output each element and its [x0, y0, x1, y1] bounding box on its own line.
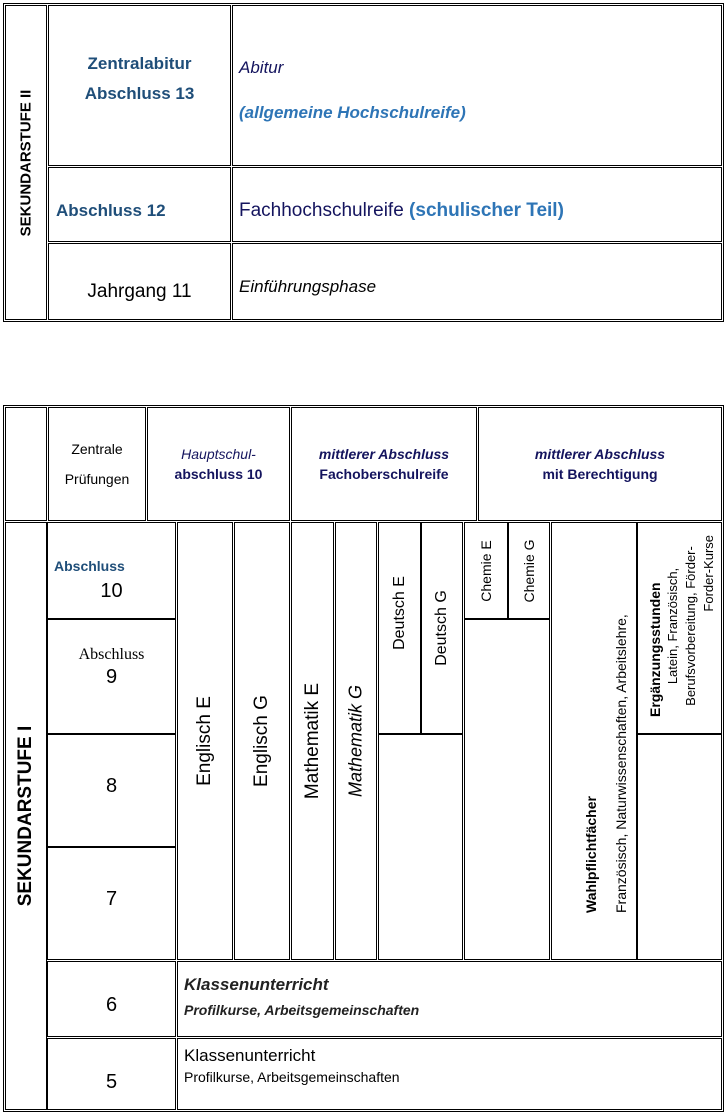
deutsch-g-cell: [421, 522, 463, 734]
grade-9: 9: [105, 666, 118, 688]
abschluss10-label: abschluss 10: [174, 466, 263, 482]
ergaenzung-lower-cell: [637, 734, 722, 960]
mathematik-g-cell: [335, 522, 377, 960]
grade-7: 7: [105, 888, 118, 910]
mit-berechtigung-label: mit Berechtigung: [542, 466, 658, 482]
englisch-e-cell: [177, 522, 233, 960]
klasse5-cell: [177, 1038, 722, 1110]
sek2-einfuehrungsphase-cell: [232, 243, 722, 320]
englisch-g-cell: [234, 522, 290, 960]
klasse5-sub: Profilkurse, Arbeitsgemeinschaften: [184, 1069, 400, 1085]
mittlerer-abschluss-cell: [291, 407, 477, 521]
klasse5-title: Klassenunterricht: [184, 1046, 316, 1065]
klasse6-sub: Profilkurse, Arbeitsgemeinschaften: [184, 1002, 420, 1018]
fachoberschulreife-label: Fachoberschulreife: [319, 466, 449, 482]
sek2-fachhochschulreife-cell: [232, 167, 722, 242]
mittlerer-abschluss-berechtigung-cell: [478, 407, 722, 521]
sek2-jahrgang11-cell: [48, 243, 231, 320]
wahlpflicht-cell: [551, 522, 637, 960]
fachhochschulreife-text: [239, 200, 564, 222]
grade-6-cell: [47, 961, 176, 1037]
abschluss13-label: Abschluss 13: [84, 83, 195, 103]
hauptschulabschluss-cell: [147, 407, 290, 521]
abschluss-label-10: Abschluss: [54, 558, 125, 574]
wahlpflicht-text-block: [576, 567, 636, 917]
grade-8-cell: [47, 734, 176, 847]
fachhochschulreife-label: Fachhochschulreife: [239, 200, 404, 221]
zentralabitur-label: Zentralabitur: [87, 53, 192, 73]
mathematik-e-cell: [291, 522, 334, 960]
sek2-label-cell: [5, 5, 47, 320]
chemie-g-label: Chemie G: [521, 538, 537, 603]
grade-6: 6: [105, 994, 118, 1016]
grade-10: 10: [100, 580, 123, 602]
sek1-label-cell: [5, 522, 47, 1110]
grade-5-cell: [47, 1038, 176, 1110]
sek2-abitur-cell: [232, 5, 722, 166]
grade-5: 5: [105, 1071, 118, 1093]
deutsch-lower-cell: [378, 734, 463, 960]
grade-8: 8: [105, 775, 118, 797]
ergaenzung-line2: Berufsvorbereitung, Förder-: [683, 546, 698, 706]
hochschulreife-label: (allgemeine Hochschulreife): [239, 103, 466, 122]
chemie-e-cell: [464, 522, 508, 619]
abitur-label: Abitur: [239, 58, 284, 77]
deutsch-e-label: Deutsch E: [390, 576, 408, 650]
mittlerer-abschluss-label: mittlerer Abschluss: [318, 446, 450, 462]
ergaenzung-line3: Forder-Kurse: [701, 535, 716, 612]
mathematik-g-label: Mathematik G: [345, 684, 366, 798]
sek1-label: SEKUNDARSTUFE I: [15, 725, 36, 907]
grade-7-cell: [47, 847, 176, 960]
einfuehrungsphase-label: Einführungsphase: [239, 277, 377, 296]
deutsch-g-label: Deutsch G: [433, 590, 450, 666]
wahlpflicht-title: Wahlpflichtfächer: [583, 796, 599, 913]
chemie-g-cell: [508, 522, 550, 619]
englisch-g-label: Englisch G: [251, 695, 272, 787]
sek2-abschluss12-cell: [48, 167, 231, 242]
jahrgang11-label: Jahrgang 11: [87, 281, 192, 302]
ergaenzung-text-block: [646, 531, 722, 721]
sek2-abschluss13-cell: [48, 5, 231, 166]
mittlerer-abschluss-2-label: mittlerer Abschluss: [534, 446, 666, 462]
abschluss12-label: Abschluss 12: [56, 201, 166, 220]
englisch-e-label: Englisch E: [194, 696, 215, 786]
grade-10-cell: [47, 522, 176, 619]
klasse6-title: Klassenunterricht: [184, 975, 329, 994]
ergaenzung-cell: [637, 522, 722, 734]
sek2-label: SEKUNDARSTUFE II: [17, 89, 35, 236]
pruefungen-label: Prüfungen: [64, 471, 130, 487]
mathematik-e-label: Mathematik E: [301, 682, 323, 800]
sek1-header-blank-cell: [5, 407, 47, 521]
deutsch-e-cell: [378, 522, 421, 734]
grade-9-cell: [47, 619, 176, 734]
abschluss-label-9: Abschluss: [78, 646, 145, 663]
ergaenzung-line1: Latein, Französisch,: [665, 567, 680, 685]
wahlpflicht-text: Französisch, Naturwissenschaften, Arbeitslehre,: [613, 614, 629, 913]
chemie-e-label: Chemie E: [478, 539, 494, 602]
chemie-lower-cell: [464, 619, 550, 960]
hauptschul-label: Hauptschul-: [181, 446, 256, 462]
ergaenzung-title: Ergänzungsstunden: [647, 582, 663, 717]
zentrale-pruefungen-cell: [48, 407, 146, 521]
schulischer-teil-label: (schulischer Teil): [409, 200, 564, 221]
zentrale-label: Zentrale: [71, 441, 123, 457]
klasse6-cell: [177, 961, 722, 1037]
